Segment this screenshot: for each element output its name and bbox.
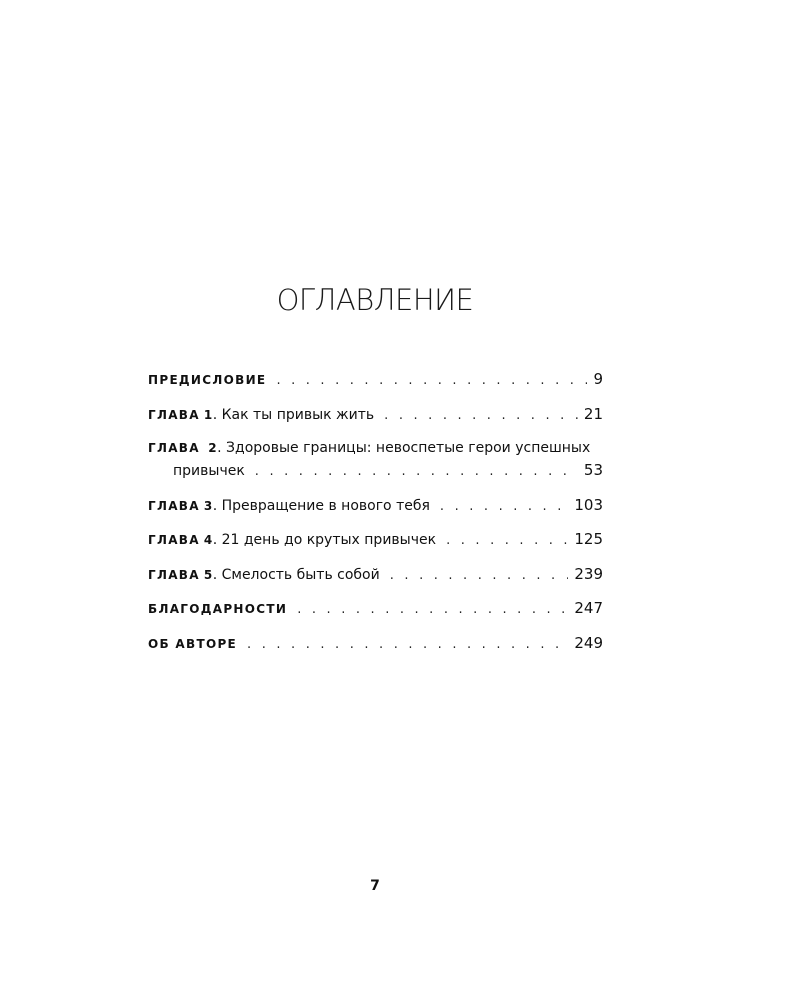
toc-chapter-number: 5 — [203, 567, 213, 582]
toc-chapter-number: 1 — [203, 407, 213, 422]
toc-entry-label: БЛАГОДАРНОСТИ — [148, 602, 288, 616]
dot-leader — [384, 405, 578, 427]
dot-leader — [297, 599, 568, 621]
toc-entry-label: ГЛАВА — [148, 533, 200, 547]
toc-entry-preface[interactable] — [148, 368, 603, 392]
dot-leader — [446, 530, 568, 552]
toc-entry-title: . Здоровые границы: невоспетые герои успешных — [217, 440, 591, 456]
dot-leader — [276, 370, 587, 392]
toc-entry-title: . 21 день до крутых привычек — [212, 532, 437, 548]
dot-leader — [440, 496, 568, 518]
toc-entry-chapter-3[interactable] — [148, 494, 603, 518]
toc-entry-label: ГЛАВА — [148, 407, 200, 422]
table-of-contents — [148, 368, 603, 666]
toc-entry-title: . Как ты привык жить — [212, 406, 375, 423]
toc-entry-acknowledgements[interactable] — [148, 597, 603, 621]
toc-chapter-number: 2 — [208, 441, 218, 455]
toc-chapter-number: 3 — [203, 498, 213, 513]
dot-leader — [247, 634, 568, 656]
toc-page-number: 103 — [574, 495, 603, 514]
toc-entry-label: ГЛАВА — [148, 567, 200, 582]
dot-leader — [390, 565, 569, 587]
toc-page-number: 249 — [574, 633, 603, 652]
toc-entry-chapter-2[interactable] — [148, 437, 603, 483]
toc-page-number: 9 — [593, 370, 603, 388]
toc-entry-label: ПРЕДИСЛОВИЕ — [148, 373, 267, 387]
toc-entry-about-author[interactable] — [148, 632, 603, 656]
toc-entry-label: ГЛАВА — [148, 498, 200, 513]
toc-entry-label: ОБ АВТОРЕ — [148, 636, 238, 651]
toc-entry-chapter-5[interactable] — [148, 563, 603, 587]
toc-page-number: 125 — [574, 530, 603, 548]
page-title: ОГЛАВЛЕНИЕ — [276, 283, 474, 317]
toc-page-number: 53 — [583, 461, 603, 479]
toc-entry-chapter-1[interactable] — [148, 403, 603, 427]
toc-entry-chapter-4[interactable] — [148, 528, 603, 552]
page-number: 7 — [370, 878, 380, 894]
toc-page-number: 21 — [583, 404, 603, 423]
toc-entry-title: . Смелость быть собой — [212, 566, 380, 583]
toc-entry-title-continued: привычек — [173, 463, 245, 479]
toc-entry-title: . Превращение в нового тебя — [212, 497, 430, 514]
toc-page-number: 247 — [574, 599, 603, 617]
dot-leader — [255, 461, 578, 483]
toc-entry-label: ГЛАВА — [148, 441, 200, 455]
toc-chapter-number: 4 — [203, 533, 213, 547]
toc-page-number: 239 — [574, 564, 603, 583]
